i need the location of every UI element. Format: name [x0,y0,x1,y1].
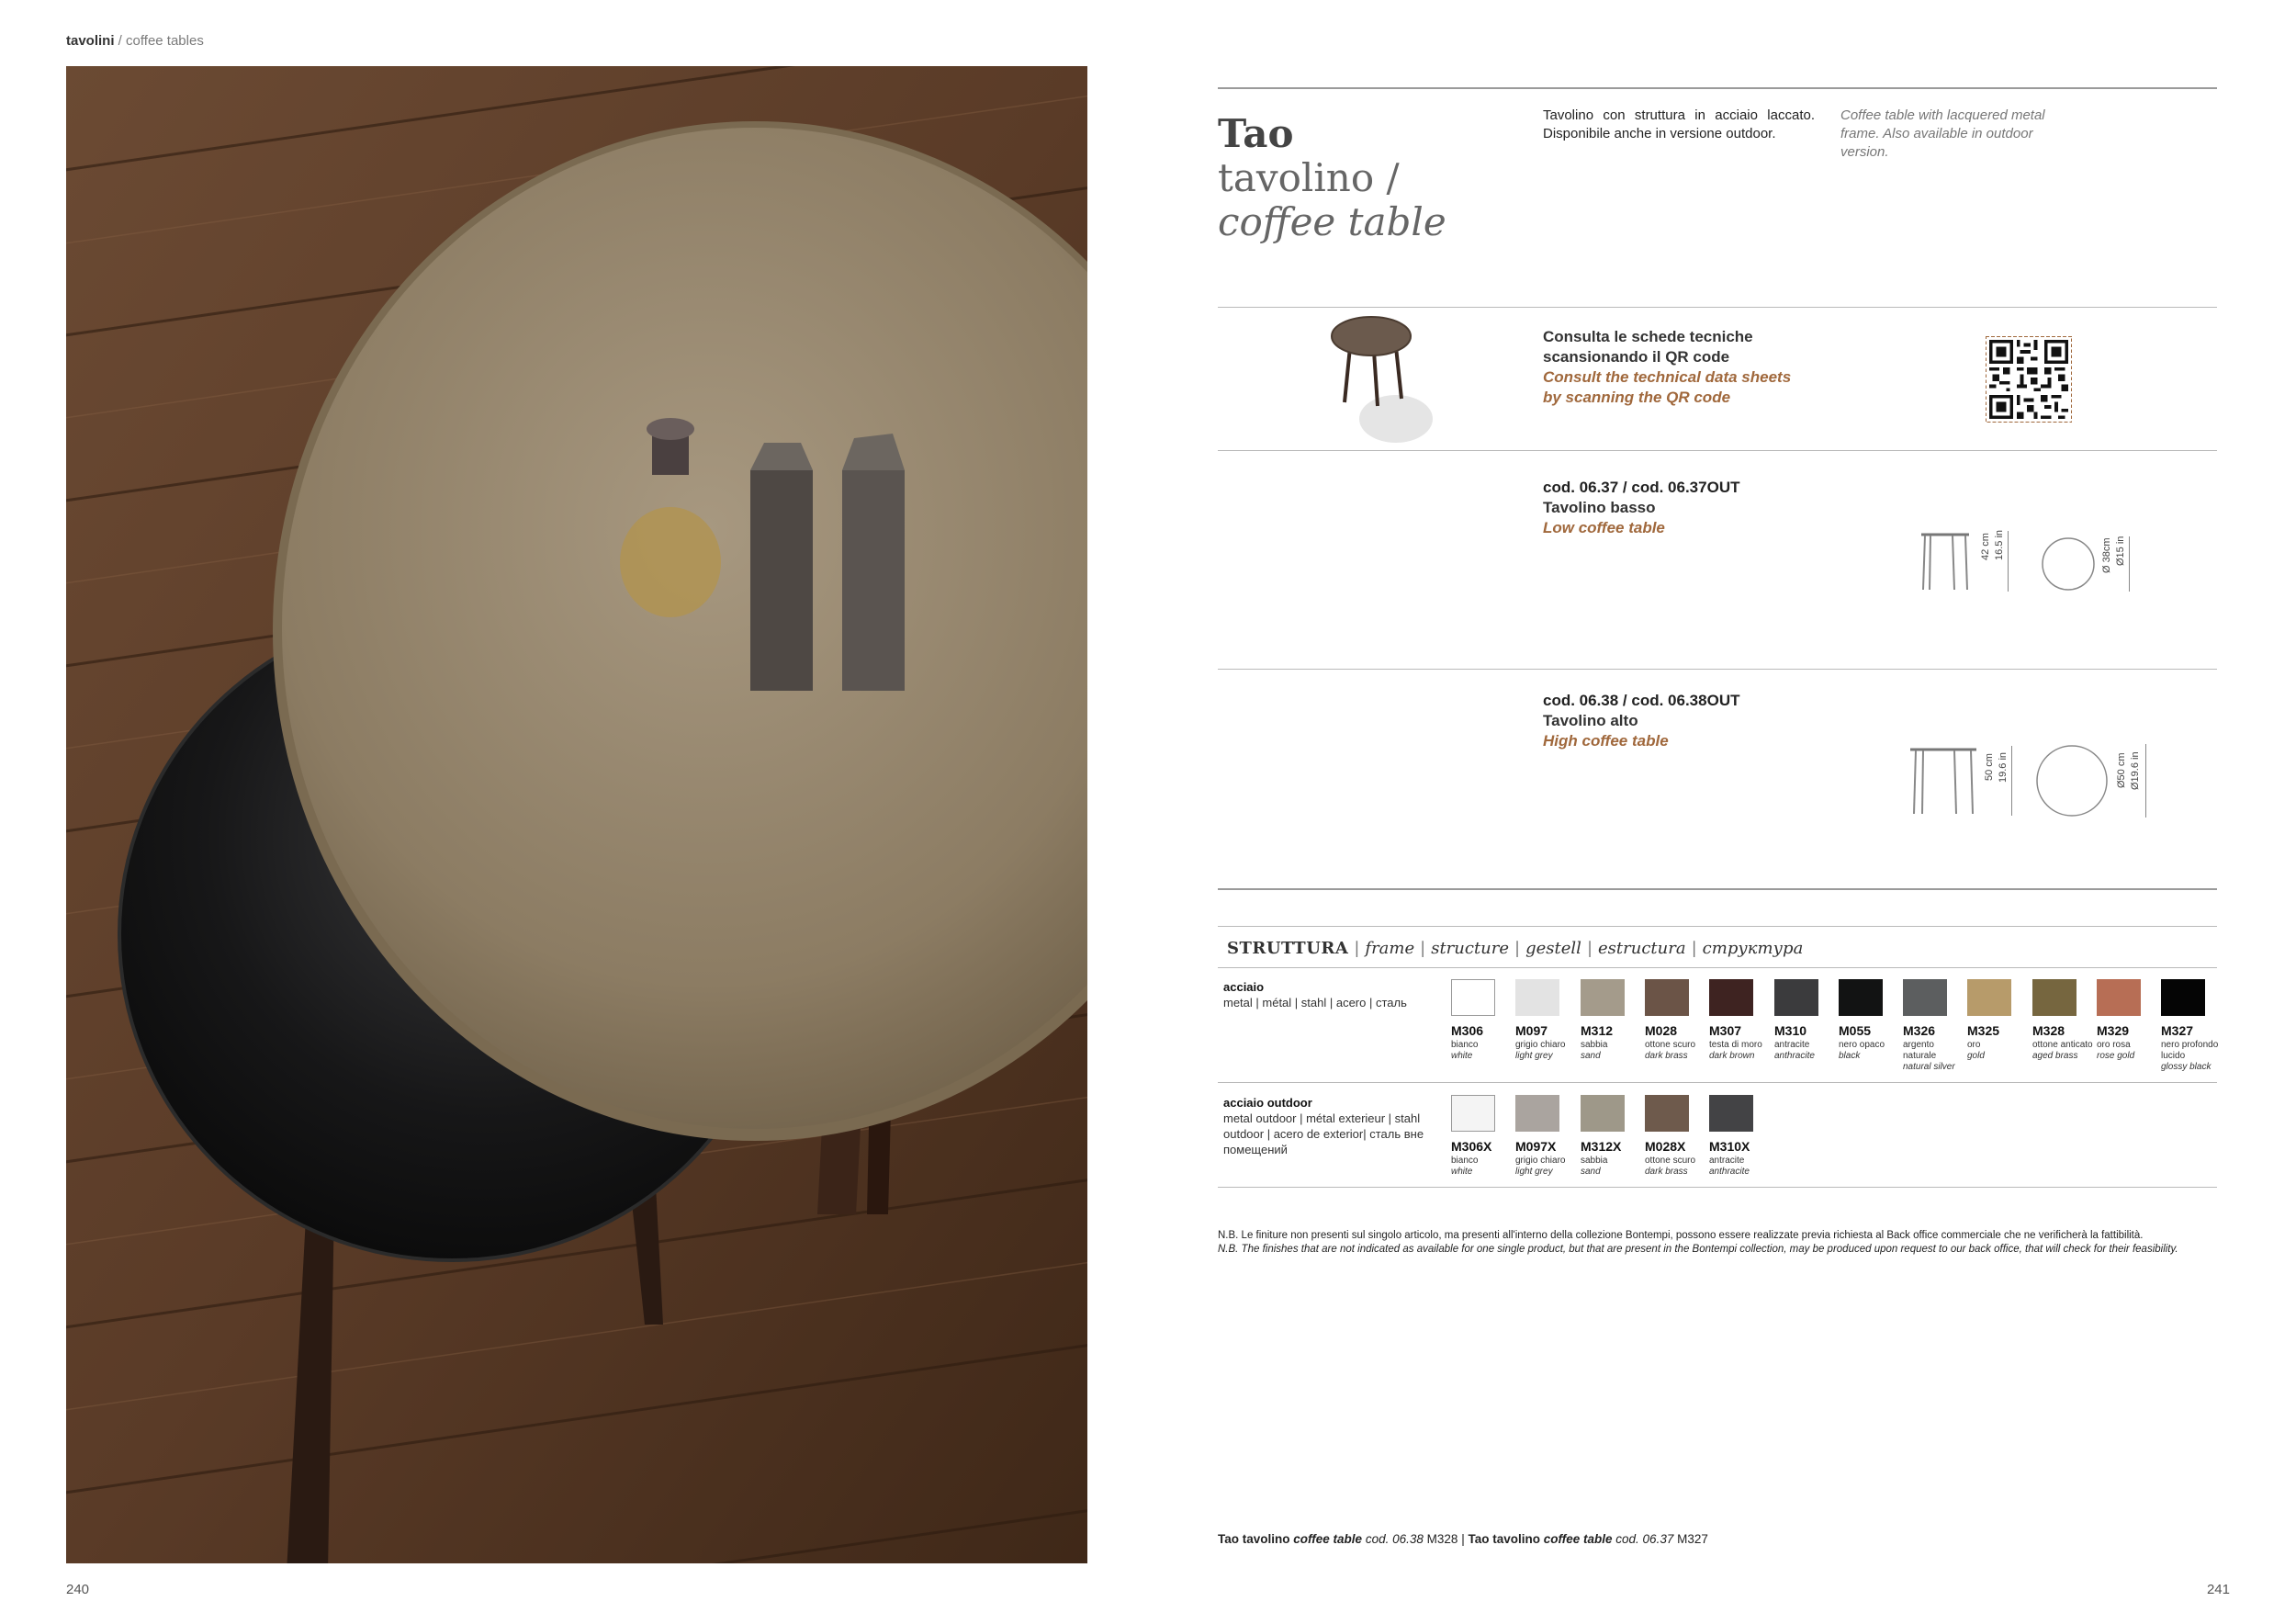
finish-name [2161,1040,2225,1073]
finish-name-en: sand [1581,1051,1601,1061]
finish-code: M097 [1515,1023,1548,1038]
product-name-en: Low coffee table [1543,519,1665,536]
low-table-diameter-in-text: Ø15 in [2115,536,2126,566]
high-table-diameter-in-text: Ø19.6 in [2130,751,2141,790]
finish-name-it: grigio chiaro [1515,1040,1566,1050]
finish-name-it: oro [1967,1040,1981,1050]
finish-swatch-m307 [1709,979,1753,1016]
finish-code: M329 [2097,1023,2130,1038]
finish-swatch-m028 [1645,979,1689,1016]
finish-code: M328 [2032,1023,2065,1038]
finish-code: M307 [1709,1023,1742,1038]
finish-name-en: glossy black [2161,1062,2212,1072]
finish-name-it: antracite [1774,1040,1810,1050]
product-name-en: High coffee table [1543,732,1669,750]
qr-info-it-line1: Consulta le schede tecniche [1543,328,1753,345]
divider-qr-bottom [1218,450,2217,451]
qr-info-en-line1: Consult the technical data sheets [1543,368,1792,386]
finish-name [1515,1040,1580,1062]
finish-code: M327 [2161,1023,2194,1038]
finish-name-it: ottone scuro [1645,1040,1696,1050]
finish-name-en: gold [1967,1051,1985,1061]
structure-separator: | [1586,939,1593,958]
finish-name-en: dark brown [1709,1051,1755,1061]
finish-name [1839,1040,1903,1062]
finishes-note [1218,1229,2228,1257]
high-table-height-line [2011,746,2012,816]
finish-name-en: rose gold [2097,1051,2135,1061]
finish-code: M310X [1709,1139,1750,1154]
finish-swatch-m028x [1645,1095,1689,1132]
finish-name-it: sabbia [1581,1156,1608,1166]
high-table-diameter-cm: Ø50 cm [2116,752,2127,788]
low-table-height-in-text: 16.5 in [1994,529,2005,560]
high-table-height [1984,753,1996,781]
product-name: Tavolino basso [1543,499,1656,516]
finish-name [2032,1040,2097,1062]
caption-p2-code: cod. 06.37 [1615,1532,1674,1546]
photo-caption [1218,1532,1708,1546]
product-title [1218,112,1446,244]
low-table-top-drawing [2041,536,2096,592]
finish-code: M312X [1581,1139,1622,1154]
finish-name-en: aged brass [2032,1051,2078,1061]
structure-translation: gestell [1525,939,1581,958]
finish-name [1967,1040,2032,1062]
finish-swatch-m097 [1515,979,1559,1016]
finish-name-en: light grey [1515,1051,1553,1061]
finish-name-it: bianco [1451,1040,1479,1050]
high-table-side-drawing [1907,746,1980,816]
caption-p1-code: cod. 06.38 [1365,1532,1424,1546]
caption-p1-name: Tao tavolino [1218,1532,1290,1546]
material-name: acciaio [1223,980,1265,994]
divider-top [1218,87,2217,89]
low-table-side-drawing [1918,531,1973,592]
finish-name-it: oro rosa [2097,1040,2131,1050]
qr-info [1543,327,1791,408]
finish-name-en: white [1451,1051,1473,1061]
note-en: N.B. The finishes that are not indicated as available for one single product, but that are present in the Bontempi collection, may be produced upon request to our back office, that will check for their feasibility. [1218,1244,2178,1255]
qr-code[interactable] [1986,336,2072,423]
low-table-diameter-in [2115,536,2127,566]
finish-name-it: antracite [1709,1156,1745,1166]
structure-separator: | [1514,939,1521,958]
product-code: cod. 06.38 / cod. 06.38OUT [1543,692,1740,709]
finish-name-it: bianco [1451,1156,1479,1166]
finish-name-it: nero opaco [1839,1040,1885,1050]
description-it: Tavolino con struttura in acciaio laccato. Disponibile anche in versione outdoor. [1543,107,1815,141]
finish-code: M055 [1839,1023,1872,1038]
finish-swatch-m306x [1451,1095,1495,1132]
low-table-diameter [2101,537,2113,573]
finish-name [1645,1040,1709,1062]
finish-name-en: black [1839,1051,1861,1061]
finish-name [1581,1156,1645,1178]
finish-name-en: anthracite [1709,1167,1750,1177]
structure-title: STRUTTURA [1227,939,1349,958]
qr-info-it-line2: scansionando il QR code [1543,348,1730,366]
finish-name-en: natural silver [1903,1062,1955,1072]
caption-p2-en: coffee table [1543,1532,1613,1546]
finish-code: M028 [1645,1023,1678,1038]
high-table-diameter [2116,752,2128,788]
divider-products [1218,669,2217,670]
high-table-height-cm: 50 cm [1984,753,1995,781]
breadcrumb-separator: / [114,33,127,49]
structure-translation: frame [1365,939,1415,958]
structure-translation: структура [1702,939,1804,958]
low-table-height-in [1994,530,2006,560]
finish-swatch-m055 [1839,979,1883,1016]
finish-name [1581,1040,1645,1062]
low-table-height-cm: 42 cm [1980,533,1991,560]
breadcrumb-section: tavolini [66,33,115,49]
low-table-height [1980,533,1992,560]
finish-name-en: dark brass [1645,1051,1688,1061]
note-it: N.B. Le finiture non presenti sul singolo articolo, ma presenti all'interno della collezione Bontempi, possono essere realizzate previa richiesta al Back office commerciale che ne verificherà la fattibilità. [1218,1230,2144,1241]
finish-name [1774,1040,1839,1062]
caption-separator: | [1458,1532,1469,1546]
page-number-left: 240 [66,1582,90,1597]
divider-structure-header-top [1218,926,2217,927]
finish-swatch-m306 [1451,979,1495,1016]
structure-separator: | [1691,939,1697,958]
low-table-diameter-cm: Ø 38cm [2101,537,2112,573]
breadcrumb [66,33,204,49]
finish-name-it: ottone scuro [1645,1156,1696,1166]
qr-info-en-line2: by scanning the QR code [1543,389,1731,406]
finish-swatch-m327 [2161,979,2205,1016]
finish-code: M306 [1451,1023,1484,1038]
finish-swatch-m325 [1967,979,2011,1016]
finish-name-en: anthracite [1774,1051,1815,1061]
finish-name-en: dark brass [1645,1167,1688,1177]
material-desc: metal | métal | stahl | acero | сталь [1223,996,1407,1009]
finish-name-it: nero profondo lucido [2161,1040,2219,1061]
structure-header [1227,939,1803,958]
finish-name-it: testa di moro [1709,1040,1762,1050]
finish-name [1645,1156,1709,1178]
finish-swatch-m312x [1581,1095,1625,1132]
caption-p1-en: coffee table [1293,1532,1363,1546]
finish-name [2097,1040,2161,1062]
finish-code: M325 [1967,1023,2000,1038]
product-photo [66,66,1087,1563]
page-number-right: 241 [2206,1582,2230,1597]
finish-name-it: argento naturale [1903,1040,1937,1061]
finish-name-en: sand [1581,1167,1601,1177]
finish-name-en: light grey [1515,1167,1553,1177]
structure-separator: | [1354,939,1360,958]
caption-p1-finish: M328 [1426,1532,1458,1546]
finish-swatch-m310 [1774,979,1818,1016]
divider-qr-top [1218,307,2217,308]
finish-name [1903,1040,1967,1073]
caption-p2-name: Tao tavolino [1468,1532,1540,1546]
finish-name-it: grigio chiaro [1515,1156,1566,1166]
coffee-tables-photo [66,66,1087,1563]
finish-name-it: sabbia [1581,1040,1608,1050]
finish-code: M310 [1774,1023,1807,1038]
finish-swatch-m328 [2032,979,2077,1016]
finish-name [1451,1040,1515,1062]
low-table-height-line [2008,531,2009,592]
title-it: tavolino / [1218,155,1400,200]
finish-code: M306X [1451,1139,1492,1154]
finish-code: M326 [1903,1023,1936,1038]
finish-name-it: ottone anticato [2032,1040,2093,1050]
product-code: cod. 06.37 / cod. 06.37OUT [1543,479,1740,496]
finish-swatch-m310x [1709,1095,1753,1132]
divider-structure-top [1218,888,2217,890]
finish-name [1709,1156,1773,1178]
high-table-diameter-line [2145,744,2146,818]
divider-structure-header-bottom [1218,967,2217,968]
finish-swatch-m326 [1903,979,1947,1016]
high-table-top-drawing [2035,744,2109,818]
product-name: Tavolino alto [1543,712,1638,729]
material-desc: metal outdoor | métal exterieur | stahl outdoor | acero de exterior| сталь вне помещений [1223,1111,1424,1156]
structure-separator: | [1420,939,1426,958]
divider-structure-bottom [1218,1187,2217,1188]
title-en: coffee table [1218,199,1446,244]
finish-code: M312 [1581,1023,1614,1038]
structure-translation: estructura [1598,939,1686,958]
finish-name [1515,1156,1580,1178]
structure-translation: structure [1431,939,1510,958]
title-name: Tao [1218,111,1294,156]
product-thumbnail [1313,310,1442,448]
material-label-acciaio-outdoor [1223,1095,1444,1157]
product-row-low [1543,478,1739,538]
product-row-high [1543,691,1739,751]
description-en: Coffee table with lacquered metal frame. Also available in outdoor version. [1840,107,2045,160]
breadcrumb-sub: coffee tables [126,33,204,49]
high-table-diameter-in [2130,751,2142,790]
material-label-acciaio [1223,979,1444,1010]
finish-name [1451,1156,1515,1178]
material-name: acciaio outdoor [1223,1096,1312,1110]
finish-swatch-m329 [2097,979,2141,1016]
high-table-height-in-text: 19.6 in [1998,751,2009,783]
finish-code: M028X [1645,1139,1686,1154]
divider-structure-middle [1218,1082,2217,1083]
finish-code: M097X [1515,1139,1557,1154]
high-table-height-in [1998,752,2009,783]
finish-swatch-m312 [1581,979,1625,1016]
finish-swatch-m097x [1515,1095,1559,1132]
low-table-diameter-line [2129,536,2130,592]
finish-name [1709,1040,1773,1062]
caption-p2-finish: M327 [1677,1532,1708,1546]
finish-name-en: white [1451,1167,1473,1177]
